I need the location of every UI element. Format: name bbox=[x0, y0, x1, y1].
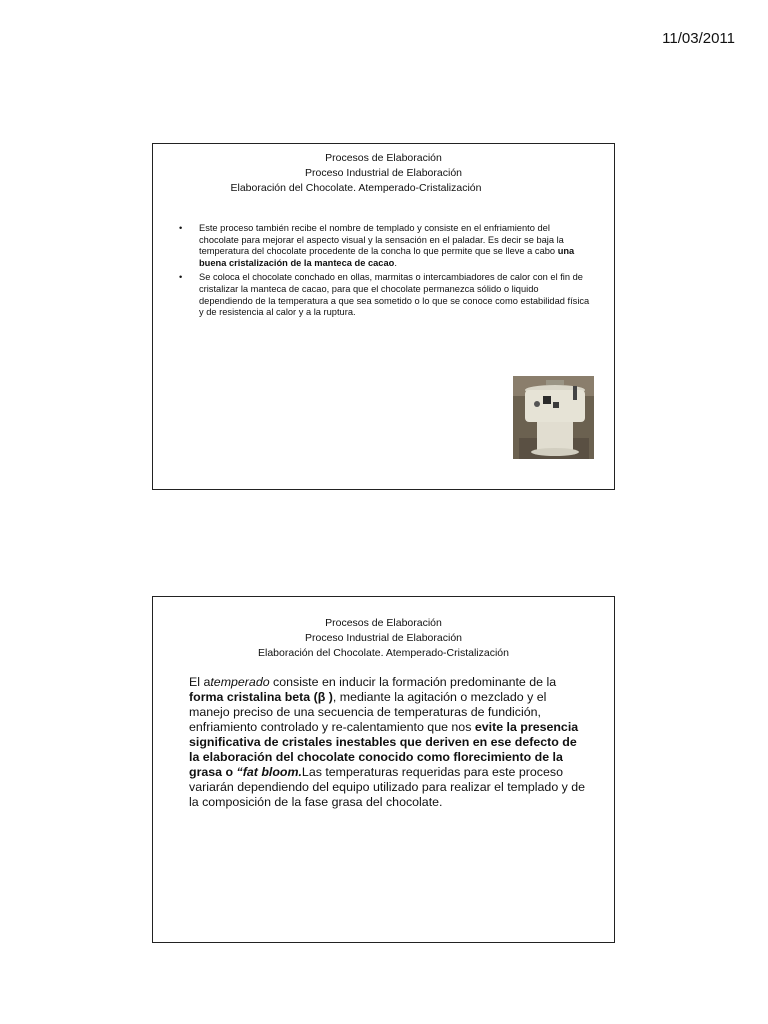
slide-2 bbox=[152, 596, 615, 943]
slide-1-title-3: Elaboración del Chocolate. Atemperado-Cristalización bbox=[230, 182, 482, 194]
slide-2-title-1: Procesos de Elaboración bbox=[325, 617, 442, 629]
slide-1-bullet-list bbox=[179, 223, 591, 322]
slide-1 bbox=[152, 143, 615, 490]
page-date: 11/03/2011 bbox=[662, 30, 735, 47]
para-fat-bloom: “fat bloom. bbox=[236, 765, 302, 779]
slide-2-title-2: Proceso Industrial de Elaboración bbox=[304, 632, 462, 644]
bullet-1-end: . bbox=[394, 257, 397, 268]
bullet-item bbox=[179, 223, 591, 269]
para-text-1: consiste en inducir la formación predominante de la bbox=[269, 675, 557, 689]
para-el: El a bbox=[189, 675, 211, 689]
bullet-2-text: Se coloca el chocolate conchado en ollas, marmitas o intercambiadores de calor con el fin de cristalizar la manteca de cacao, para que el chocolate permanezca sólido o liquido dependiendo de la temperatura a que sea sometido o lo que se conoce como estabilidad física y de resistencia al calor y a la ruptura. bbox=[199, 272, 590, 318]
para-temperado: temperado bbox=[210, 675, 270, 689]
para-bold-cristales: evite la presencia significativa de cristales inestables que deriven en ese defecto de la elaboración del chocolate conocido como florecimiento de la grasa o bbox=[189, 720, 579, 779]
slide-1-title-1: Procesos de Elaboración bbox=[325, 152, 442, 164]
bullet-1-bold: una buena cristalización de la manteca de cacao bbox=[199, 246, 575, 268]
para-text-3: Las temperaturas requeridas para este proceso variarán dependiendo del equipo utilizado para realizar el templado y de la composición de la fase grasa del chocolate. bbox=[189, 765, 586, 809]
bullet-marker: • bbox=[179, 272, 183, 283]
bullet-marker: • bbox=[179, 223, 183, 233]
para-bold-beta: forma cristalina beta (β ) bbox=[189, 690, 333, 704]
bullet-1-text: Este proceso también recibe el nombre de templado y consiste en el enfriamiento del chocolate para mejorar el aspecto visual y la sensación en el paladar. Es decir se baja la temperatura del chocolate procedente de la concha lo que permite que se lleve a cabo bbox=[199, 223, 564, 257]
bullet-item bbox=[179, 272, 591, 318]
slide-1-titles bbox=[153, 151, 614, 196]
para-text-2: , mediante la agitación o mezclado y el manejo preciso de una secuencia de temperaturas de fundición, enfriamiento controlado y re-calentamiento que nos bbox=[189, 690, 547, 734]
slide-1-title-2: Proceso Industrial de Elaboración bbox=[304, 167, 462, 179]
slide-2-titles bbox=[153, 616, 614, 661]
tempering-machine-photo bbox=[513, 376, 594, 459]
slide-2-title-3: Elaboración del Chocolate. Atemperado-Cristalización bbox=[258, 647, 509, 659]
slide-2-paragraph bbox=[189, 675, 589, 810]
tempering-machine-illustration bbox=[513, 376, 594, 459]
